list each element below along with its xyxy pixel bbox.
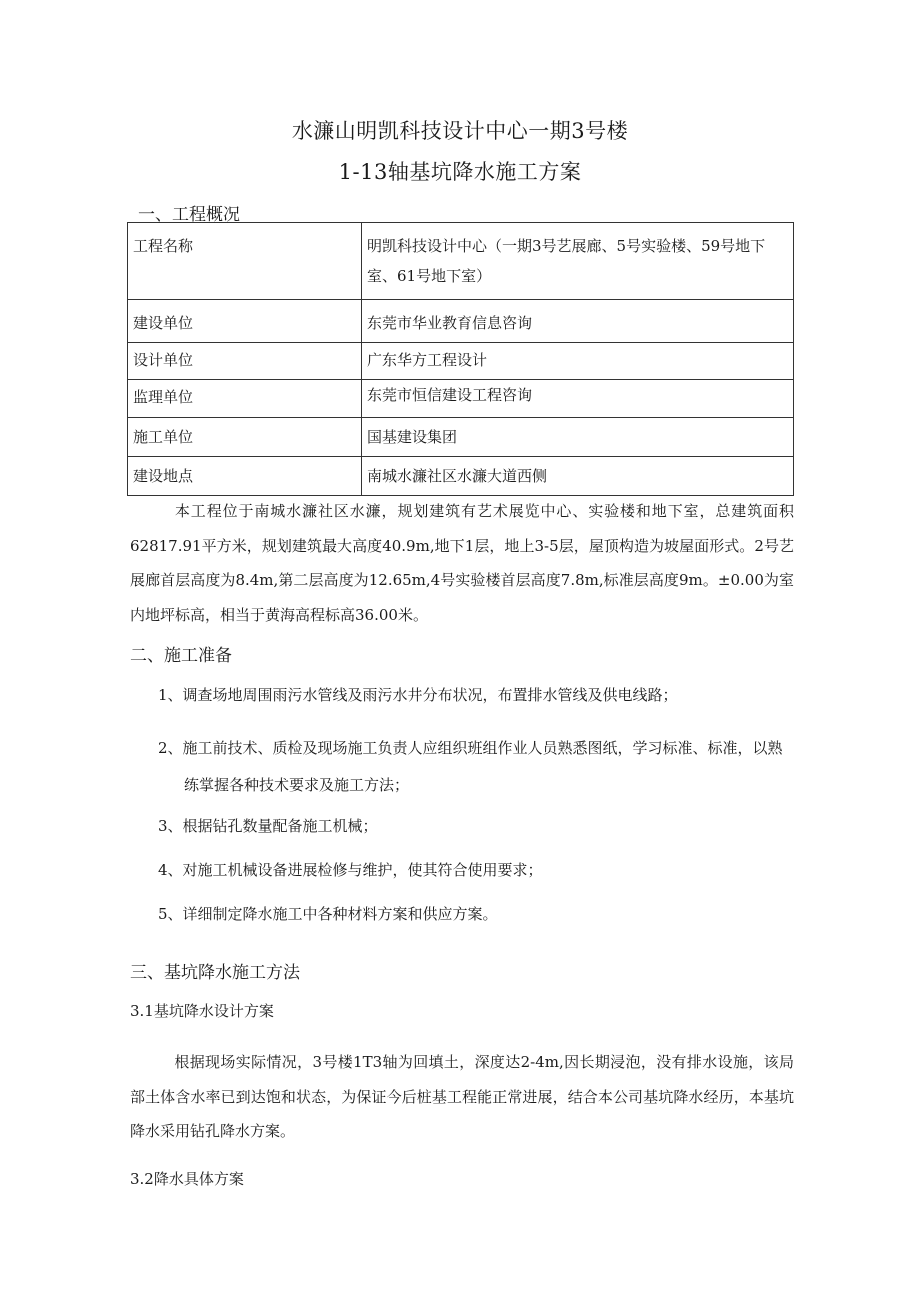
table-key: 施工单位	[128, 418, 362, 457]
dewatering-text: 根据现场实际情况，3号楼1T3轴为回填土，深度达2-4m,因长期浸泡，没有排水设施，该局部土体含水率已到达饱和状态，为保证今后桩基工程能正常进展，结合本公司基坑降水经历，本基坑降水采用钻孔降水方案。	[130, 1053, 794, 1140]
table-row	[128, 380, 794, 418]
document-title-line2: 1-13轴基坑降水施工方案	[338, 160, 582, 184]
subsection-3-1-heading: 3.1基坑降水设计方案	[130, 1002, 274, 1020]
dewatering-paragraph	[130, 1045, 794, 1149]
list-item: 3、根据钻孔数量配备施工机械；	[158, 817, 378, 835]
document-title-line1: 水濂山明凯科技设计中心一期3号楼	[291, 119, 629, 143]
table-key: 工程名称	[128, 223, 362, 300]
table-key: 监理单位	[128, 380, 362, 418]
table-value: 东莞市恒信建设工程咨询	[362, 380, 794, 418]
table-value: 南城水濂社区水濂大道西侧	[362, 457, 794, 496]
table-key: 建设单位	[128, 300, 362, 343]
list-item: 1、调查场地周围雨污水管线及雨污水井分布状况，布置排水管线及供电线路；	[158, 686, 678, 704]
table-row	[128, 300, 794, 343]
project-info-table	[127, 222, 794, 496]
table-row	[128, 418, 794, 457]
project-overview-paragraph	[130, 494, 794, 632]
table-key: 建设地点	[128, 457, 362, 496]
list-item-text: 2、施工前技术、质检及现场施工负责人应组织班组作业人员熟悉图纸，学习标准、标准，以熟练掌握各种技术要求及施工方法；	[158, 739, 783, 794]
table-row	[128, 457, 794, 496]
table-value: 国基建设集团	[362, 418, 794, 457]
section2-heading: 二、施工准备	[130, 646, 232, 666]
section1-heading: 一、工程概况	[138, 205, 240, 225]
table-key: 设计单位	[128, 343, 362, 380]
section3-heading: 三、基坑降水施工方法	[130, 963, 300, 983]
list-item: 4、对施工机械设备进展检修与维护，使其符合使用要求；	[158, 861, 543, 879]
list-item: 5、详细制定降水施工中各种材料方案和供应方案。	[158, 905, 498, 923]
overview-text: 本工程位于南城水濂社区水濂，规划建筑有艺术展览中心、实验楼和地下室，总建筑面积62817.91平方米，规划建筑最大高度40.9m,地下1层，地上3-5层，屋顶构造为坡屋面形式。2号艺展廊首层高度为8.4m,第二层高度为12.65m,4号实验楼首层高度7.8m,标准层高度9m。±0.00为室内地坪标高，相当于黄海高程标高36.00米。	[130, 502, 794, 624]
subsection-3-2-heading: 3.2降水具体方案	[130, 1170, 244, 1188]
table-value: 东莞市华业教育信息咨询	[362, 300, 794, 343]
table-value: 明凯科技设计中心（一期3号艺展廊、5号实验楼、59号地下室、61号地下室）	[362, 223, 794, 300]
table-row	[128, 223, 794, 300]
table-value: 广东华方工程设计	[362, 343, 794, 380]
list-item	[158, 730, 794, 804]
table-row	[128, 343, 794, 380]
